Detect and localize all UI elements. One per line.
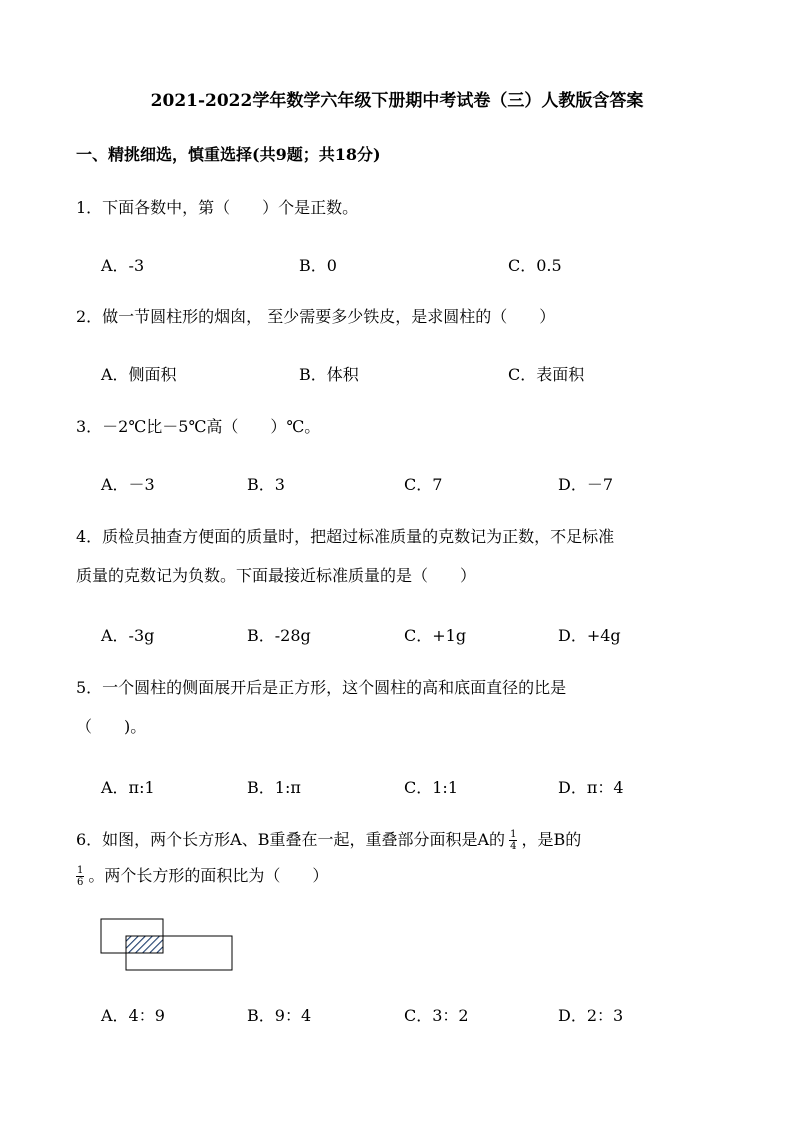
option-a[interactable]: A．－3: [101, 475, 155, 494]
question-6-text-b: ，是B的: [521, 830, 582, 849]
question-5: [76, 670, 716, 745]
option-b[interactable]: B．9：4: [247, 1006, 312, 1025]
option-d[interactable]: D．2：3: [558, 1006, 624, 1025]
question-3: 3．－2℃比－5℃高（ ）℃。: [76, 417, 321, 436]
question-4-line-2: 质量的克数记为负数。下面最接近标准质量的是（ ）: [76, 566, 477, 585]
question-4-line-1: 4．质检员抽查方便面的质量时，把超过标准质量的克数记为正数，不足标准: [76, 527, 615, 546]
question-6-text-a: 6．如图，两个长方形A、B重叠在一起，重叠部分面积是A的: [76, 830, 506, 849]
option-c[interactable]: C．表面积: [508, 365, 585, 384]
fraction-numerator: 1: [77, 865, 84, 876]
page-title: 2021-2022学年数学六年级下册期中考试卷（三）人教版含答案: [150, 91, 644, 111]
option-c[interactable]: C．+1g: [404, 626, 467, 645]
option-a[interactable]: A．-3g: [101, 626, 155, 645]
fraction-one-sixth: [76, 865, 84, 888]
option-d[interactable]: D．+4g: [558, 626, 621, 645]
question-6-line-2: [76, 858, 716, 894]
fraction-numerator: 1: [510, 829, 517, 840]
overlap-region: [126, 936, 163, 953]
option-b[interactable]: B．3: [247, 475, 285, 494]
option-b[interactable]: B．-28g: [247, 626, 311, 645]
question-6-text-c: 。两个长方形的面积比为（ ）: [88, 866, 329, 885]
question-4: [76, 519, 716, 594]
option-a[interactable]: A．-3: [101, 256, 145, 275]
option-d[interactable]: D．π：4: [558, 778, 624, 797]
option-b[interactable]: B．1:π: [247, 778, 301, 797]
option-b[interactable]: B．体积: [299, 365, 359, 384]
question-2: 2．做一节圆柱形的烟囱， 至少需要多少铁皮，是求圆柱的（ ）: [76, 307, 556, 326]
option-d[interactable]: D．－7: [558, 475, 614, 494]
option-c[interactable]: C．7: [404, 475, 443, 494]
option-a[interactable]: A．侧面积: [101, 365, 177, 384]
option-a[interactable]: A．4：9: [101, 1006, 165, 1025]
question-6-line-1: [76, 822, 716, 858]
option-c[interactable]: C．3：2: [404, 1006, 469, 1025]
option-b[interactable]: B．0: [299, 256, 337, 275]
question-5-line-1: 5．一个圆柱的侧面展开后是正方形，这个圆柱的高和底面直径的比是: [76, 678, 567, 697]
fraction-one-quarter: [509, 829, 517, 852]
section-heading: 一、精挑细选，慎重选择(共9题；共18分): [76, 145, 381, 164]
fraction-denominator: 4: [510, 841, 517, 852]
question-6: [76, 822, 716, 894]
fraction-denominator: 6: [77, 877, 84, 888]
option-c[interactable]: C．1:1: [404, 778, 458, 797]
question-5-line-2: （ )。: [76, 717, 147, 736]
option-a[interactable]: A．π:1: [101, 778, 155, 797]
question-1: 1．下面各数中，第（ ）个是正数。: [76, 198, 359, 217]
option-c[interactable]: C．0.5: [508, 256, 562, 275]
overlapping-rectangles-figure: [100, 917, 240, 977]
